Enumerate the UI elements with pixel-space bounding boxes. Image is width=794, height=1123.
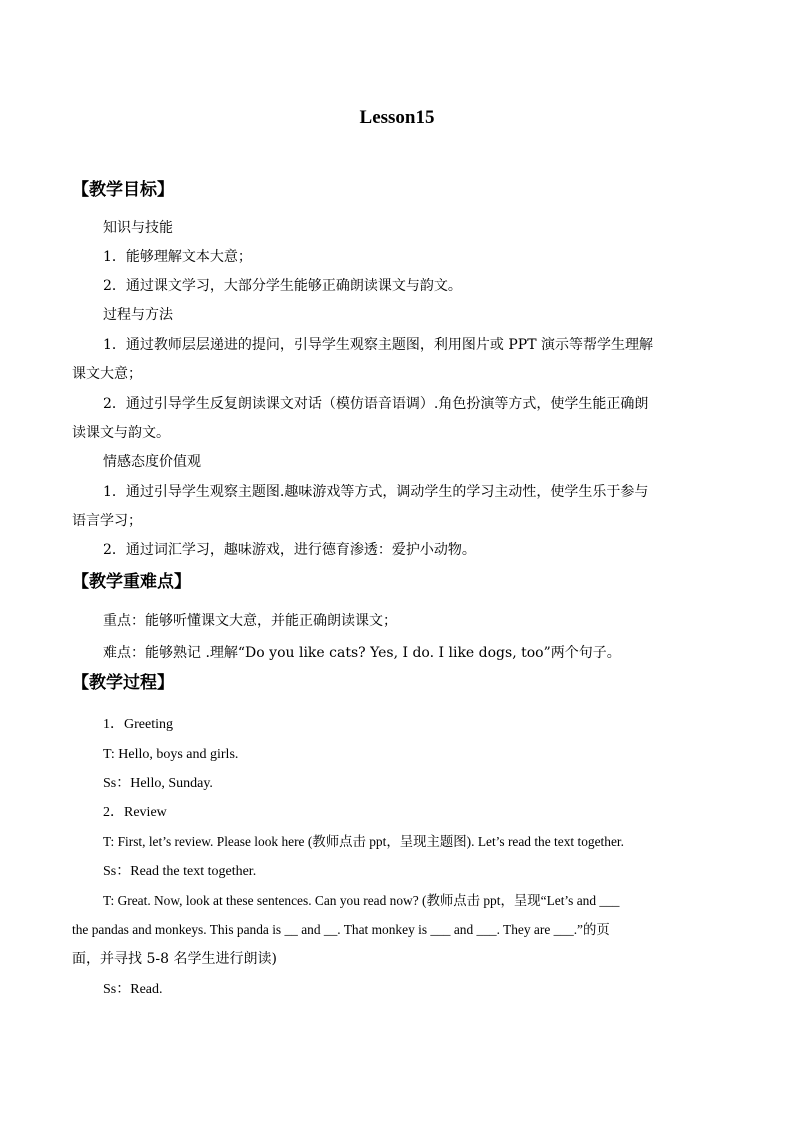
text-line: the pandas and monkeys. This panda is __ and __. That monkey is ___ and ___. They are ___.”的页 [72,922,610,937]
section-heading-process: 【教学过程】 [72,673,174,693]
section-heading-objectives: 【教学目标】 [72,180,174,200]
text-line: 2．Review [103,805,167,820]
text-line: 1．通过教师层层递进的提问，引导学生观察主题图，利用图片或 PPT 演示等帮学生理解 [103,337,653,353]
text-line: 读课文与韵文。 [72,425,170,441]
subheading-values: 情感态度价值观 [103,454,201,470]
text-line: 重点：能够听懂课文大意，并能正确朗读课文； [103,613,397,629]
text-line: 面，并寻找 5-8 名学生进行朗读) [72,951,277,967]
section-heading-key-points: 【教学重难点】 [72,572,191,592]
text-line: 难点：能够熟记 .理解“Do you like cats? Yes, I do. I like dogs, too”两个句子。 [103,645,621,661]
text-line: 2．通过引导学生反复朗读课文对话（模仿语音语调）.角色扮演等方式，使学生能正确朗 [103,396,649,412]
text-line: T: Great. Now, look at these sentences. Can you read now? (教师点击 ppt，呈现“Let’s and ___ [103,893,620,908]
text-line: 1．Greeting [103,717,173,732]
text-line: Ss：Hello, Sunday. [103,776,213,791]
text-line: Ss：Read. [103,982,163,997]
subheading-process: 过程与方法 [103,307,173,323]
text-line: T: Hello, boys and girls. [103,747,239,762]
text-line: 2．通过课文学习，大部分学生能够正确朗读课文与韵文。 [103,278,462,294]
text-line: 课文大意； [72,366,142,382]
page-title: Lesson15 [359,107,435,128]
text-line: 语言学习； [72,513,142,529]
text-line: 2．通过词汇学习，趣味游戏，进行德育渗透：爱护小动物。 [103,542,476,558]
text-line: T: First, let’s review. Please look here (教师点击 ppt，呈现主题图). Let’s read the text together. [103,834,624,849]
text-line: 1．通过引导学生观察主题图.趣味游戏等方式，调动学生的学习主动性，使学生乐于参与 [103,484,649,500]
subheading-knowledge: 知识与技能 [103,220,173,236]
text-line: 1．能够理解文本大意； [103,249,252,265]
text-line: Ss：Read the text together. [103,864,257,879]
